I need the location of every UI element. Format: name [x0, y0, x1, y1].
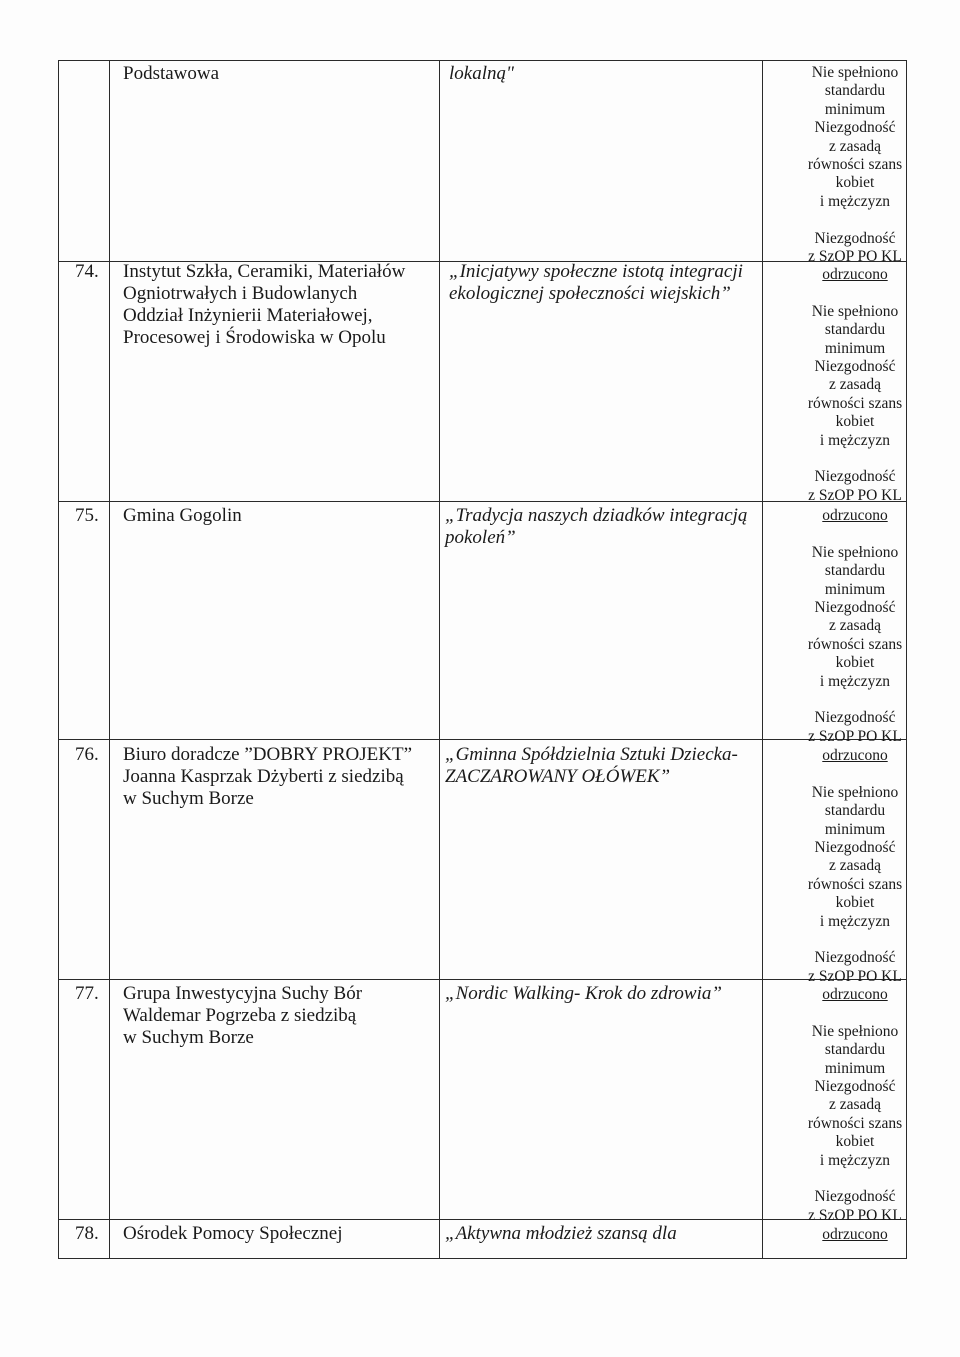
evaluation-status: [765, 1226, 945, 1244]
status-line: z SzOP PO KL: [808, 727, 902, 745]
applicant-name: Biuro doradcze ”DOBRY PROJEKT” Joanna Kasprzak Dżyberti z siedzibą w Suchym Borze: [123, 744, 412, 809]
status-line: standardu: [824, 1041, 886, 1059]
status-line: Niezgodność: [814, 599, 896, 617]
status-line: standardu: [824, 321, 886, 339]
status-line: z SzOP PO KL: [808, 248, 902, 266]
status-line: i mężczyzn: [819, 192, 891, 210]
status-line: z zasadą: [828, 617, 882, 635]
evaluation-status: [765, 747, 945, 986]
status-line: i mężczyzn: [819, 672, 891, 690]
decision-label: odrzucono: [822, 1226, 888, 1243]
status-line: z zasadą: [828, 376, 882, 394]
status-line: Nie spełniono: [811, 302, 899, 320]
status-line: Niezgodność: [814, 119, 896, 137]
status-line: Nie spełniono: [811, 64, 899, 81]
status-line: Niezgodność: [814, 468, 896, 486]
status-line: równości szans: [807, 635, 903, 653]
status-line: kobiet: [835, 174, 875, 192]
status-line: z SzOP PO KL: [808, 1206, 902, 1224]
column-divider: [109, 61, 110, 1258]
project-title: „Tradycja naszych dziadków integracją pokoleń”: [445, 505, 748, 548]
status-line: z SzOP PO KL: [808, 486, 902, 504]
status-line: z zasadą: [828, 857, 882, 875]
status-line: Niezgodność: [814, 1078, 896, 1096]
evaluation-status: [765, 986, 945, 1225]
row-number: 77.: [75, 983, 99, 1004]
status-line: Nie spełniono: [811, 783, 899, 801]
status-line: Niezgodność: [814, 229, 896, 247]
status-line: minimum: [824, 1059, 886, 1077]
status-line: równości szans: [807, 394, 903, 412]
applicant-name: Gmina Gogolin: [123, 505, 242, 526]
status-line: standardu: [824, 82, 886, 100]
status-line: z zasadą: [828, 137, 882, 155]
status-line: Niezgodność: [814, 839, 896, 857]
evaluation-status: [765, 64, 945, 266]
column-divider: [762, 61, 763, 1258]
status-line: i mężczyzn: [819, 431, 891, 449]
evaluation-status: [765, 507, 945, 746]
decision-label: odrzucono: [822, 507, 888, 524]
status-line: Niezgodność: [814, 949, 896, 967]
applicant-name: Grupa Inwestycyjna Suchy Bór Waldemar Pogrzeba z siedzibą w Suchym Borze: [123, 983, 363, 1048]
status-line: równości szans: [807, 875, 903, 893]
status-line: kobiet: [835, 654, 875, 672]
status-line: standardu: [824, 802, 886, 820]
applicant-name: Instytut Szkła, Ceramiki, Materiałów Ogniotrwałych i Budowlanych Oddział Inżynierii Materiałowej, Procesowej i Środowiska w Opolu: [123, 261, 406, 348]
status-line: kobiet: [835, 413, 875, 431]
status-line: z SzOP PO KL: [808, 967, 902, 985]
decision-label: odrzucono: [822, 986, 888, 1003]
status-line: minimum: [824, 100, 886, 118]
applicant-name: Podstawowa: [123, 63, 220, 84]
results-table: [58, 60, 907, 1259]
status-line: kobiet: [835, 894, 875, 912]
row-number: 76.: [75, 744, 99, 765]
status-line: Nie spełniono: [811, 1022, 899, 1040]
status-line: Niezgodność: [814, 1188, 896, 1206]
status-line: i mężczyzn: [819, 912, 891, 930]
status-line: Niezgodność: [814, 358, 896, 376]
project-title: „Gminna Spółdzielnia Sztuki Dziecka- ZACZAROWANY OŁÓWEK”: [445, 744, 738, 787]
decision-label: odrzucono: [822, 266, 888, 283]
status-line: minimum: [824, 580, 886, 598]
status-line: równości szans: [807, 156, 903, 174]
status-line: kobiet: [835, 1133, 875, 1151]
row-number: 74.: [75, 261, 99, 282]
status-line: z zasadą: [828, 1096, 882, 1114]
applicant-name: Ośrodek Pomocy Społecznej: [123, 1223, 343, 1244]
status-line: równości szans: [807, 1114, 903, 1132]
status-line: minimum: [824, 339, 886, 357]
project-title: lokalną": [449, 63, 514, 84]
project-title: „Inicjatywy społeczne istotą integracji ekologicznej społeczności wiejskich”: [449, 261, 743, 304]
decision-label: odrzucono: [822, 747, 888, 764]
status-line: Niezgodność: [814, 709, 896, 727]
status-line: i mężczyzn: [819, 1151, 891, 1169]
status-line: Nie spełniono: [811, 543, 899, 561]
row-number: 75.: [75, 505, 99, 526]
evaluation-status: [765, 266, 945, 505]
column-divider: [439, 61, 440, 1258]
row-number: 78.: [75, 1223, 99, 1244]
project-title: „Nordic Walking- Krok do zdrowia”: [445, 983, 722, 1004]
status-line: minimum: [824, 820, 886, 838]
project-title: „Aktywna młodzież szansą dla: [445, 1223, 677, 1244]
status-line: standardu: [824, 562, 886, 580]
